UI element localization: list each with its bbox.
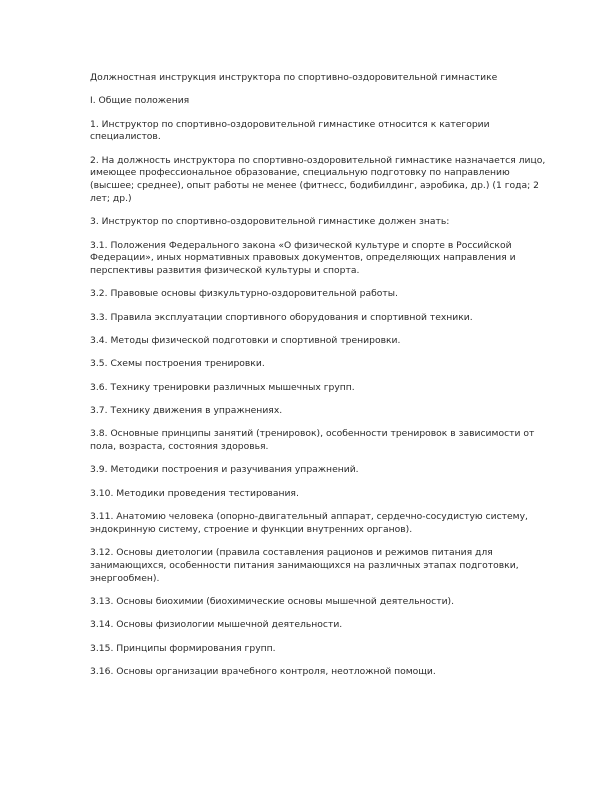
paragraph-line: 3.9. Методики построения и разучивания упражнений. xyxy=(90,464,359,476)
paragraph-line: лет; др.) xyxy=(90,192,132,204)
paragraph-line: 3.2. Правовые основы физкультурно-оздоровительной работы. xyxy=(90,288,398,300)
paragraph-line: занимающихся, особенности питания занимающихся на различных этапах подготовки, xyxy=(90,559,519,571)
paragraph-line: 3.3. Правила эксплуатации спортивного оборудования и спортивной техники. xyxy=(90,311,473,323)
paragraph-line: 3. Инструктор по спортивно-оздоровительной гимнастике должен знать: xyxy=(90,216,450,228)
paragraph-line: 3.10. Методики проведения тестирования. xyxy=(90,487,299,499)
paragraph-line: специалистов. xyxy=(90,131,161,143)
paragraph xyxy=(90,335,530,348)
paragraph-line: Федерации», иных нормативных правовых документов, определяющих направления и xyxy=(90,252,516,264)
paragraph-line: перспективы развития физической культуры и спорта. xyxy=(90,265,360,277)
paragraph-line: пола, возраста, состояния здоровья. xyxy=(90,441,269,453)
paragraph xyxy=(90,358,530,371)
paragraph-line: 3.13. Основы биохимии (биохимические основы мышечной деятельности). xyxy=(90,595,455,607)
paragraph xyxy=(90,547,530,585)
section-heading: I. Общие положения xyxy=(90,95,190,106)
paragraph-line: 3.6. Технику тренировки различных мышечных групп. xyxy=(90,381,355,393)
paragraph xyxy=(90,619,530,632)
paragraph xyxy=(90,119,530,145)
paragraph-line: энергообмен). xyxy=(90,572,160,584)
paragraph xyxy=(90,288,530,301)
paragraph xyxy=(90,511,530,537)
paragraph-line: 3.16. Основы организации врачебного контроля, неотложной помощи. xyxy=(90,665,436,677)
paragraph xyxy=(90,405,530,418)
paragraph xyxy=(90,488,530,501)
paragraph-line: эндокринную систему, строение и функции внутренних органов). xyxy=(90,523,413,535)
paragraph xyxy=(90,428,535,454)
paragraph xyxy=(90,154,546,206)
paragraph-line: 2. На должность инструктора по спортивно-оздоровительной гимнастике назначается лицо, xyxy=(90,154,546,166)
paragraph-line: 3.1. Положения Федерального закона «О физической культуре и спорте в Российской xyxy=(90,239,512,251)
paragraph xyxy=(90,240,530,278)
paragraph-line: (высшее; среднее), опыт работы не менее (фитнесс, бодибилдинг, аэробика, др.) (1 года; 2 xyxy=(90,180,539,192)
paragraph-list xyxy=(90,118,546,679)
paragraph-line: 3.8. Основные принципы занятий (тренировок), особенности тренировок в зависимости от xyxy=(90,428,535,440)
paragraph-line: 3.15. Принципы формирования групп. xyxy=(90,642,276,654)
paragraph-line: имеющее профессиональное образование, специальную подготовку по направлению xyxy=(90,167,510,179)
paragraph xyxy=(90,216,530,229)
paragraph-line: 3.7. Технику движения в упражнениях. xyxy=(90,404,283,416)
paragraph-line: 3.12. Основы диетологии (правила составления рационов и режимов питания для xyxy=(90,547,493,559)
paragraph xyxy=(90,666,530,679)
paragraph-line: 3.5. Схемы построения тренировки. xyxy=(90,358,265,370)
paragraph xyxy=(90,312,530,325)
paragraph-line: 3.4. Методы физической подготовки и спортивной тренировки. xyxy=(90,335,401,347)
document-page xyxy=(90,72,546,689)
paragraph xyxy=(90,382,530,395)
paragraph xyxy=(90,596,530,609)
paragraph-line: 3.11. Анатомию человека (опорно-двигательный аппарат, сердечно-сосудистую систему, xyxy=(90,510,528,522)
paragraph-line: 1. Инструктор по спортивно-оздоровительной гимнастике относится к категории xyxy=(90,118,490,130)
document-title: Должностная инструкция инструктора по спортивно-оздоровительной гимнастике xyxy=(90,72,498,83)
paragraph xyxy=(90,643,530,656)
paragraph-line: 3.14. Основы физиологии мышечной деятельности. xyxy=(90,619,343,631)
paragraph xyxy=(90,464,530,477)
